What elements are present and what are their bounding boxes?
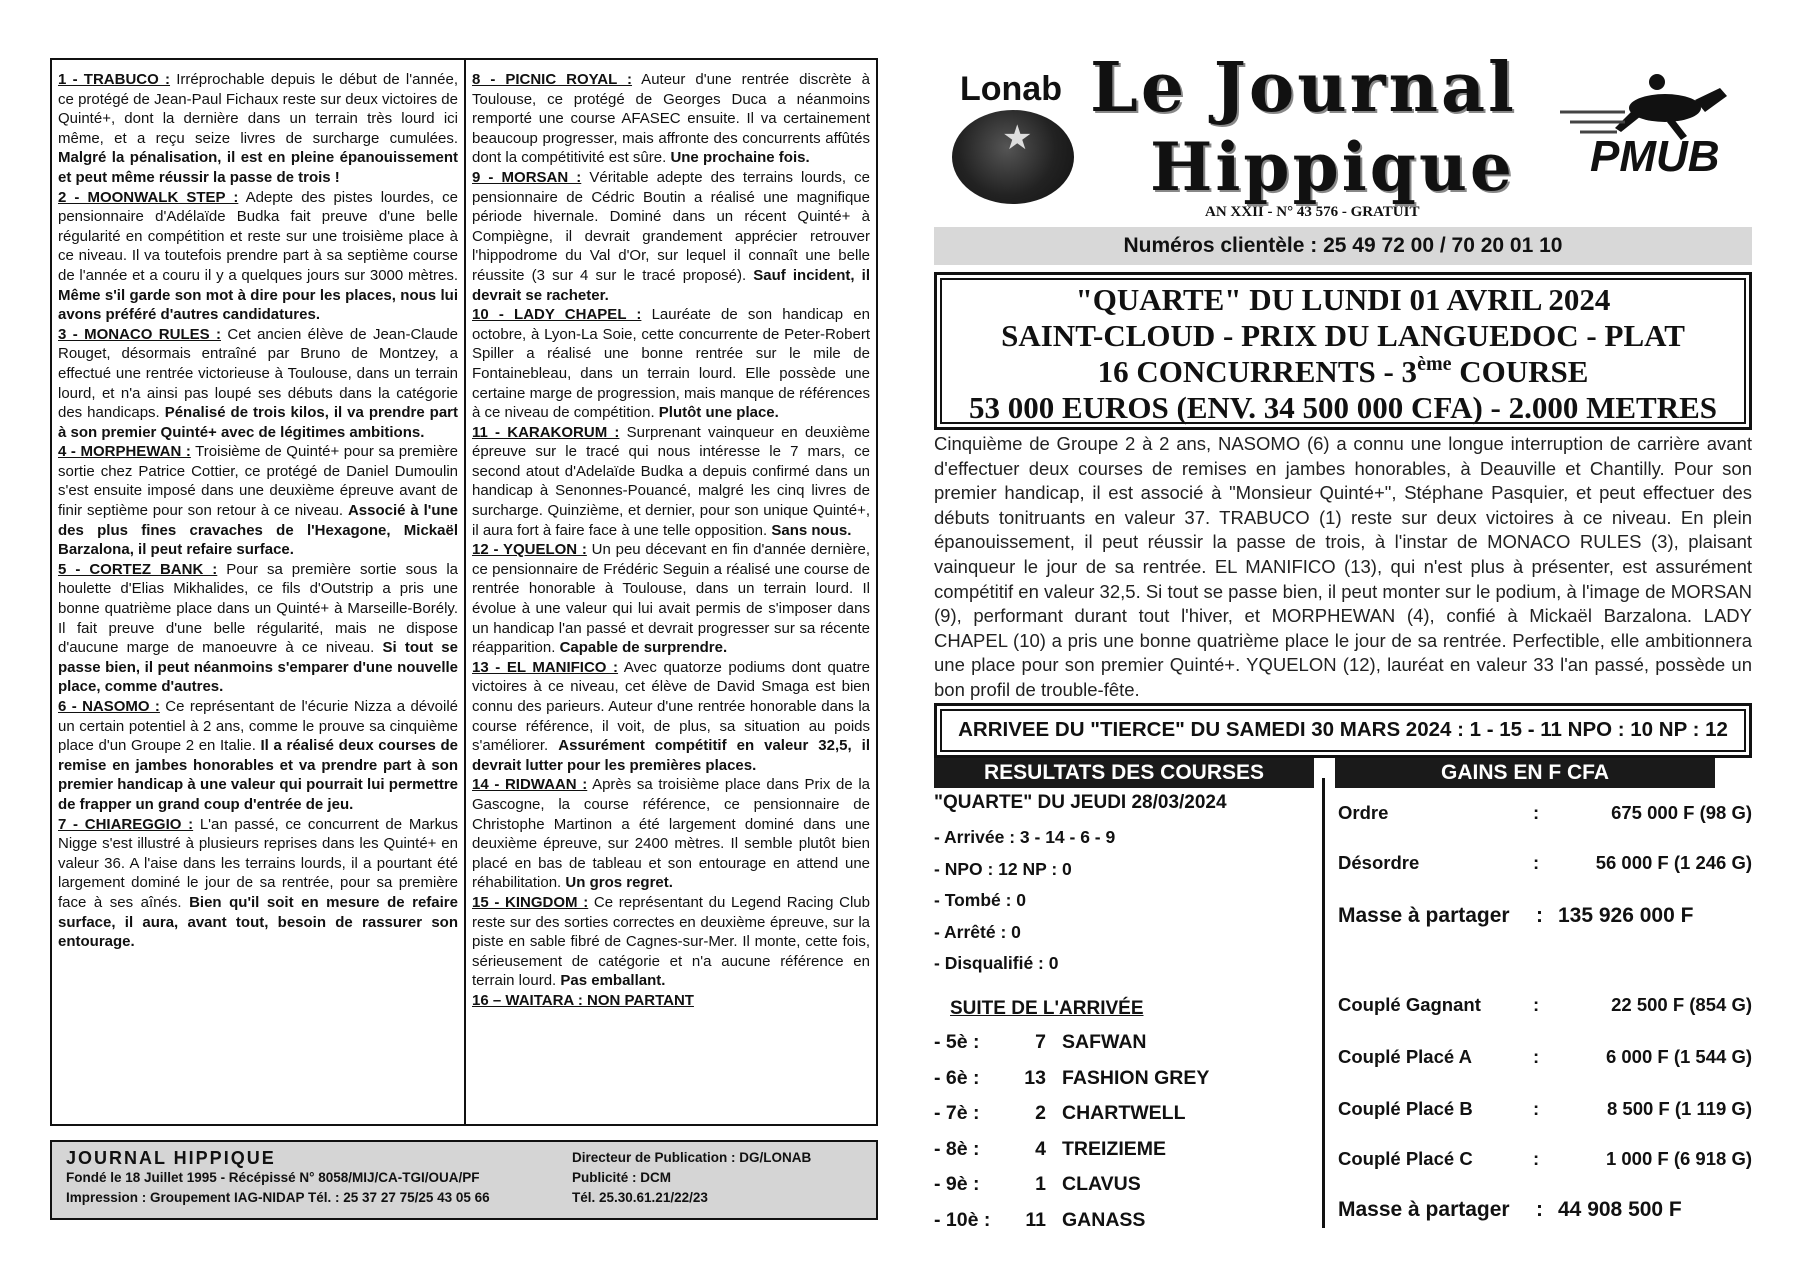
race-title-line1: "QUARTE" DU LUNDI 01 AVRIL 2024 — [1075, 282, 1611, 317]
payout-label: Masse à partager — [1338, 1198, 1510, 1221]
race-title-inner — [940, 278, 1746, 424]
issue-number: AN XXII - N° 43 576 - GRATUIT — [1205, 204, 1420, 220]
horse-name: 4 - MORPHEWAN : — [58, 443, 191, 461]
horse-name: 14 - RIDWAAN : — [472, 776, 588, 794]
race-ordinal-suffix: ème — [1417, 353, 1452, 375]
horse-entry-3 — [58, 325, 458, 443]
list-item — [934, 1132, 1209, 1168]
horse-entry-1 — [58, 70, 458, 188]
horse-entry-7 — [58, 815, 458, 952]
horse-entry-5 — [58, 560, 458, 697]
journal-title-line2: Hippique — [1150, 128, 1515, 206]
horse-verdict: Assurément compétitif en valeur 32,5, il devrait lutter pour les premières places. — [472, 737, 870, 774]
payout-value: 6 000 F (1 544 G) — [1605, 1046, 1752, 1067]
horse-name: SAFWAN — [1062, 1031, 1147, 1053]
star-icon: ★ — [1002, 119, 1033, 157]
horse-verdict: Malgré la pénalisation, il est en pleine épanouissement et peut même réussir la passe de trois ! — [58, 149, 458, 186]
horse-verdict: Un gros regret. — [565, 874, 673, 892]
race-course-word: COURSE — [1451, 354, 1589, 389]
gains-header: GAINS EN F CFA — [1335, 758, 1715, 788]
horse-comment: Pour sa première sortie sous la houlette d'Elias Mikhalides, ce fils d'Outstrip a pris une bonne quatrième place dans un Quinté+ à Marseille-Borély. Il fait preuve d'une belle régularité, mais ne dispose d'aucune marge de manoeuvre à ce niveau. — [58, 560, 458, 657]
lonab-logo-text: Lonab — [960, 70, 1062, 108]
list-item — [934, 1167, 1209, 1203]
horse-name: 9 - MORSAN : — [472, 168, 582, 186]
payout-label: Couplé Placé C — [1338, 1148, 1473, 1169]
horse-name: 16 – WAITARA : NON PARTANT — [472, 991, 694, 1009]
horse-comment: Auteur d'une rentrée discrète à Toulouse, ce protégé de Georges Duca a néanmoins remporté une course AFASEC ensuite. Il va certainement beaucoup progresser, mais affronte des concurrents affûtés dont la compétitivité est sûre. — [472, 71, 870, 167]
horse-name: CHARTWELL — [1062, 1102, 1186, 1124]
horse-number: 1 — [1035, 1173, 1046, 1195]
footer-left — [66, 1148, 490, 1208]
horse-number: 4 — [1035, 1137, 1046, 1160]
finish-rank: - 9è : — [934, 1173, 980, 1195]
footer-advertising: Publicité : DCM — [572, 1170, 672, 1185]
results-race-name: "QUARTE" DU JEUDI 28/03/2024 — [934, 792, 1227, 813]
list-item — [934, 1096, 1209, 1132]
horse-entry-12 — [472, 540, 870, 658]
horse-comment: Ce représentant de l'écurie Nizza a dévoilé un certain potentiel à 2 ans, comme le prouve sa cinquième place d'un Groupe 2 en Italie. — [58, 698, 459, 755]
commentary-column-right — [464, 60, 876, 1124]
horse-verdict: Pénalisé de trois kilos, il va prendre part à son premier Quinté+ avec de légitimes ambitions. — [58, 404, 458, 441]
tierce-arrival-box — [934, 703, 1752, 758]
results-arrival: - Arrivée : 3 - 14 - 6 - 9 — [934, 827, 1116, 847]
finish-rank: - 6è : — [934, 1066, 980, 1089]
payout-label: Masse à partager — [1338, 904, 1510, 927]
horse-comment: Adepte des pistes lourdes, ce pensionnaire d'Adélaïde Budka fait preuve d'une belle régularité en compétition et reste sur une troisième place à ce niveau. Il va toutefois prendre part à sa septième course de l'année et a couru il y a quelques jours sur 3000 mètres. — [58, 188, 458, 284]
payout-value: 1 000 F (6 918 G) — [1605, 1148, 1752, 1169]
horse-number: 7 — [1035, 1031, 1046, 1053]
horse-comment: Avec quatorze podiums dont quatre victoires à ce niveau, cet élève de David Smaga est bien connu des parieurs. Auteur d'une rentrée honorable dans la course référence, il voit, de plus, sa situation au poids s'améliorer. — [472, 658, 870, 755]
column-divider — [1322, 778, 1325, 1228]
horse-number: 13 — [1024, 1066, 1046, 1089]
horse-comment: Cet ancien élève de Jean-Claude Rouget, désormais entraîné par Bruno de Montzey, a effectué une rentrée victorieuse à Toulouse, dans un terrain lourd, et n'a ainsi pas loupé ses débuts dans la catégorie des handicaps. — [58, 325, 459, 422]
horse-entry-13 — [472, 658, 870, 776]
horse-name: 11 - KARAKORUM : — [472, 423, 620, 441]
horse-name: 12 - YQUELON : — [472, 541, 587, 559]
payout-value: 56 000 F (1 246 G) — [1595, 852, 1752, 873]
horse-name: FASHION GREY — [1062, 1066, 1210, 1089]
commentary-column-left — [52, 60, 464, 1124]
horse-verdict: Si tout se passe bien, il peut néanmoins s'emparer d'une nouvelle place, comme d'autres. — [58, 639, 458, 696]
horse-name: 2 - MOONWALK STEP : — [58, 188, 239, 206]
horse-comment: Lauréate de son handicap en octobre, à Lyon-La Soie, cette concurrente de Peter-Robert Spiller a réalisé une bonne rentrée sur le mile de Fontainebleau, dans un terrain lourd. Elle possède une certaine marge de progression, mais manque de références à ce niveau de compétition. — [472, 306, 870, 422]
horse-number: 11 — [1025, 1208, 1046, 1231]
list-item — [934, 1061, 1209, 1097]
horse-entry-16 — [472, 991, 870, 1011]
horse-comment: Véritable adepte des terrains lourds, ce pensionnaire de Cédric Boutin a réalisé une magnifique période hivernale. Dominé dans un récent Quinté+ à Compiègne, il devrait grandement apprécier retrouver l'hippodrome du Val d'Or, sur lequel il connaît une belle réussite (3 sur 4 sur le tracé proposé). — [472, 168, 870, 284]
race-title-line4: 53 000 EUROS (ENV. 34 500 000 CFA) - 2.000 METRES — [968, 390, 1718, 425]
finish-rank: - 5è : — [934, 1031, 980, 1053]
payout-value: 8 500 F (1 119 G) — [1606, 1098, 1752, 1119]
horse-entry-4 — [58, 442, 458, 560]
horse-name: 6 - NASOMO : — [58, 698, 160, 715]
horse-entry-2 — [58, 188, 458, 325]
horse-comment: Irréprochable depuis le début de l'année, ce protégé de Jean-Paul Fichaux reste sur deux victoires de Quinté+, dont la dernière dans un terrain très lourd ici même, et a reçu seize livres de surcharge cumulées. — [58, 71, 458, 147]
race-title-line2: SAINT-CLOUD - PRIX DU LANGUEDOC - PLAT — [1001, 318, 1685, 353]
quarte-results — [934, 792, 1324, 980]
horse-entry-15 — [472, 893, 870, 991]
horse-name: 8 - PICNIC ROYAL : — [472, 71, 633, 88]
horse-verdict: Plutôt une place. — [658, 404, 779, 422]
list-item — [934, 1025, 1209, 1061]
horse-entry-8 — [472, 70, 870, 168]
customer-numbers-bar: Numéros clientèle : 25 49 72 00 / 70 20 01 10 — [934, 227, 1752, 265]
pmub-logo-text: PMUB — [1590, 132, 1720, 181]
footer-phone: Tél. 25.30.61.21/22/23 — [572, 1190, 708, 1205]
finish-rank: - 7è : — [934, 1102, 980, 1124]
race-runners: 16 CONCURRENTS - 3 — [1097, 354, 1418, 389]
horse-verdict: Il a réalisé deux courses de remise en jambes honorables et va prendre part à son premier handicap à une valeur qui pourrait lui permettre de frapper un grand coup d'entrée de jeu. — [58, 737, 458, 813]
horse-entry-10 — [472, 305, 870, 423]
results-fallen: - Tombé : 0 — [934, 890, 1027, 910]
arrival-continuation-title: SUITE DE L'ARRIVÉE — [950, 998, 1144, 1019]
results-stopped: - Arrêté : 0 — [934, 921, 1021, 942]
horse-verdict: Sauf incident, il devrait se racheter. — [472, 266, 870, 304]
footer-printing: Impression : Groupement IAG-NIDAP Tél. : 25 37 27 75/25 43 05 66 — [66, 1190, 490, 1205]
horse-name: 3 - MONACO RULES : — [58, 325, 221, 343]
horse-name: 13 - EL MANIFICO : — [472, 658, 619, 676]
payout-label: Désordre — [1338, 852, 1420, 873]
horse-comment: Troisième de Quinté+ pour sa première sortie chez Patrice Cottier, ce protégé de Daniel Dumoulin s'est ensuite imposé dans une deuxième épreuve avant de finir septième pour son retour à ce niveau. — [58, 443, 458, 520]
journal-title-line1: Le Journal — [1090, 48, 1517, 128]
payout-label: Couplé Gagnant — [1338, 994, 1481, 1015]
results-npo-np: - NPO : 12 NP : 0 — [934, 858, 1072, 879]
horse-comment: L'an passé, ce concurrent de Markus Nigge s'est illustré à plusieurs reprises dans les Quinté+ en valeur 36. A l'aise dans les terrains lourds, il a pourtant été largement dominé le jour de sa rentrée, pour sa première face à ses aînés. — [58, 815, 458, 911]
payout-value: 22 500 F (854 G) — [1611, 994, 1752, 1015]
race-title-line3 — [942, 354, 1744, 390]
horse-name: 15 - KINGDOM : — [472, 893, 589, 911]
results-header: RESULTATS DES COURSES — [934, 758, 1314, 788]
results-disqualified: - Disqualifié : 0 — [934, 953, 1059, 973]
horse-name: GANASS — [1062, 1208, 1146, 1231]
race-title-box — [934, 272, 1752, 430]
horse-name: CLAVUS — [1062, 1173, 1141, 1195]
tierce-arrival-text: ARRIVEE DU "TIERCE" DU SAMEDI 30 MARS 2024 : 1 - 15 - 11 NPO : 10 NP : 12 — [940, 709, 1746, 752]
horse-verdict: Bien qu'il soit en mesure de refaire surface, il aura, avant tout, besoin de rassurer son entourage. — [58, 893, 458, 951]
payout-label: Couplé Placé A — [1338, 1046, 1472, 1067]
horse-verdict: Associé à l'une des plus fines cravaches de l'Hexagone, Mickaël Barzalona, il peut refaire surface. — [58, 502, 458, 559]
publication-footer — [50, 1140, 878, 1220]
horse-verdict: Pas emballant. — [560, 972, 666, 990]
horse-verdict: Capable de surprendre. — [559, 639, 728, 657]
payout-label: Couplé Placé B — [1338, 1098, 1473, 1119]
finish-rank: - 10è : — [934, 1208, 991, 1231]
payout-value: 135 926 000 F — [1558, 904, 1694, 927]
footer-right — [572, 1148, 811, 1208]
footer-brand: JOURNAL HIPPIQUE — [66, 1148, 276, 1168]
horse-verdict: Même s'il garde son mot à dire pour les places, nous lui avons préféré d'autres candidatures. — [58, 286, 458, 324]
horse-name: TREIZIEME — [1062, 1137, 1167, 1160]
payout-value: 44 908 500 F — [1558, 1198, 1682, 1221]
horse-entry-6 — [58, 697, 458, 815]
horse-verdict: Sans nous. — [771, 521, 852, 539]
footer-founded: Fondé le 18 Juillet 1995 - Récépissé N° 8058/MIJ/CA-TGI/OUA/PF — [66, 1170, 480, 1185]
horse-comment: Un peu décevant en fin d'année dernière, ce pensionnaire de Frédéric Seguin a réalisé une course de rentrée honorable à Toulouse, dans un terrain lourd. Il évolue à une valeur qui lui avait permis de s'imposer dans un handicap l'an passé et devrait progresser sur sa récente réapparition. — [472, 541, 870, 657]
horse-comment: Surprenant vainqueur en deuxième épreuve sur le tracé qui nous intéresse le 7 mars, ce second atout d'Adelaïde Budka a depuis confirmé dans un handicap à Senonnes-Pouancé, malgré les cinq livres de surcharge. Quinzième, et dernier, pour son unique Quinté+, il aura fort à faire face à une telle opposition. — [472, 423, 871, 539]
payout-label: Ordre — [1338, 802, 1389, 823]
horse-entry-9 — [472, 168, 870, 305]
horse-entry-11 — [472, 423, 870, 541]
list-item — [934, 1203, 1209, 1239]
horse-name: 5 - CORTEZ BANK : — [58, 560, 218, 578]
horse-comment: Après sa troisième place dans Prix de la Gascogne, la course référence, ce pensionnaire de Christophe Martinon a été largement dominé dans une deuxième épreuve, sur 2400 mètres. Il semble plutôt bien placé en bas de tableau et son entourage en attend une réhabilitation. — [472, 776, 871, 892]
horse-name: 7 - CHIAREGGIO : — [58, 815, 194, 833]
footer-director: Directeur de Publication : DG/LONAB — [572, 1150, 812, 1165]
finish-rank: - 8è : — [934, 1137, 980, 1160]
arrival-continuation-list — [934, 1025, 1209, 1238]
race-pronostic-paragraph: Cinquième de Groupe 2 à 2 ans, NASOMO (6) a connu une longue interruption de carrière avant d'effectuer deux courses de remises en jambes honorables, à Deauville et Chantilly. Pour son premier handicap, il est associé à "Monsieur Quinté+", Stéphane Pasquier, et peut effectuer des débuts tonitruants en valeur 37. TRABUCO (1) reste sur deux victoires à ce niveau. En plein épanouissement, il peut réussir la passe de trois, à l'instar de MONACO RULES (3), plaisant vainqueur le jour de sa rentrée. EL MANIFICO (13), qui n'est plus à présenter, est assurément compétitif en valeur 32,5. Si tout se passe bien, il peut monter sur le podium, à l'image de MORSAN (9), performant durant tout l'hiver, et MORPHEWAN (4), confié à Mickaël Barzalona. LADY CHAPEL (10) a pris une bonne quatrième place le jour de sa rentrée. Perfectible, elle ambitionnera une place pour son premier Quinté+. YQUELON (12), lauréat en valeur 33 l'an passé, possède un bon profil de trouble-fête. — [934, 433, 1752, 700]
horse-commentary-box — [50, 58, 878, 1126]
payout-value: 675 000 F (98 G) — [1611, 802, 1752, 823]
horse-number: 2 — [1035, 1102, 1046, 1124]
horse-name: 1 - TRABUCO : — [58, 71, 171, 88]
horse-entry-14 — [472, 775, 870, 893]
horse-name: 10 - LADY CHAPEL : — [472, 306, 642, 324]
horse-verdict: Une prochaine fois. — [670, 149, 810, 167]
horse-comment: Ce représentant du Legend Racing Club reste sur des sorties correctes en deuxième épreuve, sur la piste en sable fibré de Cagnes-sur-Mer. Il monte, cette fois, sérieusement de catégorie et n'a aucune référence en terrain lourd. — [472, 893, 870, 990]
